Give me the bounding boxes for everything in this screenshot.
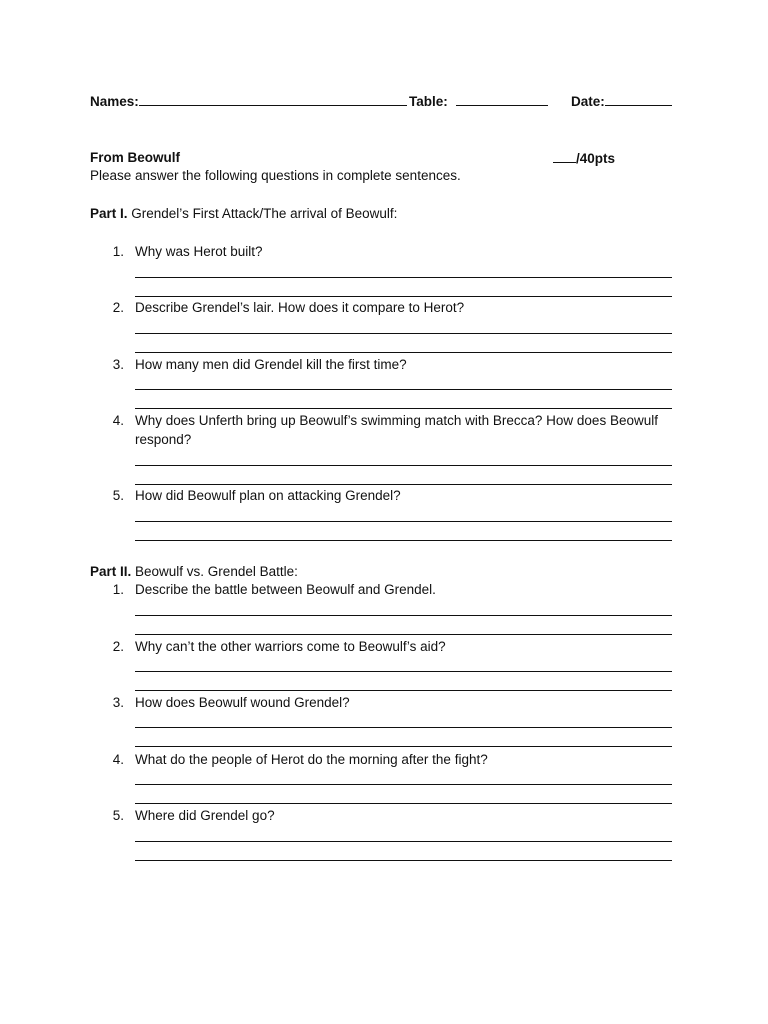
points-blank[interactable] (553, 150, 576, 163)
part2-label: Part II. (90, 564, 132, 579)
answer-line[interactable] (135, 841, 672, 842)
answer-line[interactable] (135, 803, 672, 804)
question-text: Describe Grendel’s lair. How does it compare to Herot? (135, 300, 465, 315)
question-number: 5. (112, 808, 124, 823)
names-blank[interactable] (139, 93, 407, 106)
part2-title: Beowulf vs. Grendel Battle: (135, 564, 298, 579)
answer-line[interactable] (135, 727, 672, 728)
table-blank[interactable] (456, 93, 548, 106)
question-number: 2. (112, 300, 124, 315)
answer-line[interactable] (135, 521, 672, 522)
answer-line[interactable] (135, 784, 672, 785)
question-text: How did Beowulf plan on attacking Grendel? (135, 488, 401, 503)
answer-line[interactable] (135, 484, 672, 485)
question-text: What do the people of Herot do the morning after the fight? (135, 752, 488, 767)
question-text: Where did Grendel go? (135, 808, 275, 823)
question-number: 3. (112, 357, 124, 372)
question-text: Why does Unferth bring up Beowulf’s swimming match with Brecca? How does Beowulf (135, 413, 658, 428)
answer-line[interactable] (135, 296, 672, 297)
answer-line[interactable] (135, 671, 672, 672)
question-text: Describe the battle between Beowulf and Grendel. (135, 582, 436, 597)
answer-line[interactable] (135, 352, 672, 353)
answer-line[interactable] (135, 408, 672, 409)
answer-line[interactable] (135, 277, 672, 278)
answer-line[interactable] (135, 465, 672, 466)
question-text: Why was Herot built? (135, 244, 263, 259)
answer-line[interactable] (135, 746, 672, 747)
question-text: How does Beowulf wound Grendel? (135, 695, 350, 710)
question-number: 1. (112, 244, 124, 259)
question-text: How many men did Grendel kill the first time? (135, 357, 407, 372)
question-number: 4. (112, 413, 124, 428)
answer-line[interactable] (135, 540, 672, 541)
part1-title: Grendel’s First Attack/The arrival of Beowulf: (131, 206, 398, 221)
names-field[interactable] (90, 93, 407, 110)
answer-line[interactable] (135, 615, 672, 616)
date-field[interactable] (571, 93, 672, 110)
part1-label: Part I. (90, 206, 128, 221)
part2-heading (90, 564, 298, 580)
answer-line[interactable] (135, 333, 672, 334)
question-text: Why can’t the other warriors come to Beowulf’s aid? (135, 639, 446, 654)
question-number: 5. (112, 488, 124, 503)
question-text-continued: respond? (135, 432, 192, 447)
answer-line[interactable] (135, 690, 672, 691)
points-label: /40pts (576, 151, 616, 166)
question-number: 3. (112, 695, 124, 710)
question-number: 2. (112, 639, 124, 654)
answer-line[interactable] (135, 389, 672, 390)
question-number: 1. (112, 582, 124, 597)
names-label: Names: (90, 94, 139, 109)
instructions: Please answer the following questions in complete sentences. (90, 168, 461, 183)
date-label: Date: (571, 94, 605, 109)
page-title: From Beowulf (90, 150, 180, 165)
date-blank[interactable] (605, 93, 672, 106)
table-field[interactable] (409, 93, 548, 110)
part1-heading (90, 206, 397, 222)
points-score[interactable] (553, 150, 615, 167)
question-number: 4. (112, 752, 124, 767)
table-label: Table: (409, 94, 448, 109)
answer-line[interactable] (135, 634, 672, 635)
answer-line[interactable] (135, 860, 672, 861)
